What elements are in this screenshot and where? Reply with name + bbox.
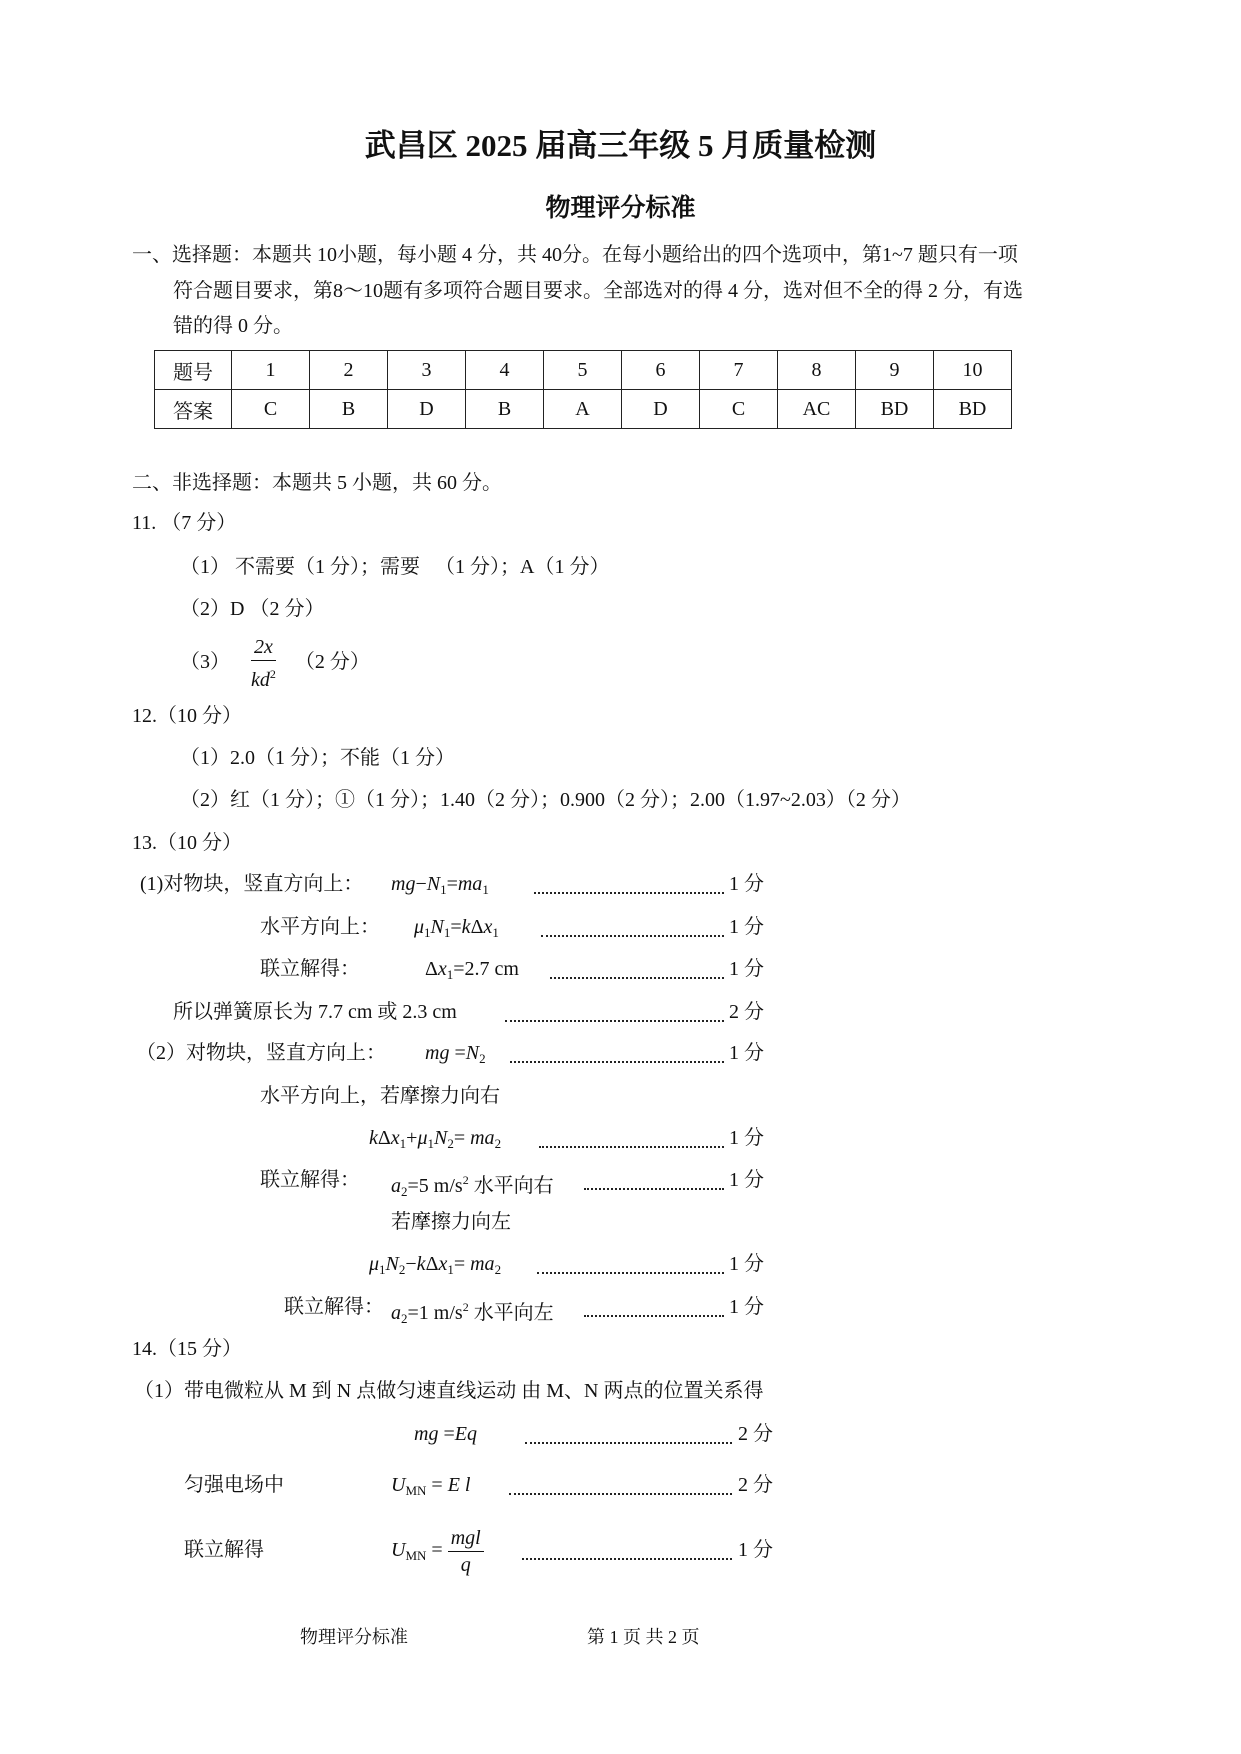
dotted-leader <box>584 1301 724 1317</box>
formula-part: = <box>446 873 458 895</box>
question-number: 7 <box>700 351 778 390</box>
formula-part: U <box>391 1539 406 1561</box>
formula-part: Δ <box>425 1253 439 1275</box>
line-label: 联立解得： <box>284 1296 384 1318</box>
answer-table <box>154 350 1012 429</box>
line-score: 2 分 <box>738 1423 773 1445</box>
formula-part: 1 <box>492 925 499 940</box>
formula-part: x <box>438 1253 448 1275</box>
item-label: （3） <box>180 651 230 674</box>
line-score: 1 分 <box>729 1169 764 1191</box>
formula-part: = <box>450 916 462 938</box>
formula <box>391 1295 554 1331</box>
dotted-leader <box>584 1174 724 1190</box>
question-number: 6 <box>622 351 700 390</box>
formula <box>414 1422 477 1446</box>
formula-part: μ <box>414 916 425 938</box>
line-score: 1 分 <box>729 958 764 980</box>
row-header: 题号 <box>155 351 232 390</box>
line-label: （2）对物块，竖直方向上： <box>136 1042 386 1064</box>
formula-part: 1 <box>446 967 454 982</box>
question-number: 5 <box>544 351 622 390</box>
formula-part: 2 <box>398 1262 406 1277</box>
formula-part: U <box>391 1474 406 1496</box>
line-label: 联立解得： <box>260 958 360 980</box>
section1-line: 一、选择题：本题共 10小题，每小题 4 分，共 40分。在每小题给出的四个选项中，第1~7 题只有一项 <box>132 244 1018 266</box>
denominator: kd <box>251 669 270 691</box>
formula-part: = <box>426 1474 448 1496</box>
formula-part: mg <box>391 873 416 895</box>
formula <box>391 1473 470 1503</box>
formula-part: N <box>385 1253 399 1275</box>
table-row-numbers <box>155 351 1012 390</box>
formula-part: E l <box>447 1474 471 1496</box>
formula-part: 2 <box>401 1311 408 1326</box>
formula-part: 2 <box>462 1300 469 1314</box>
line-score: 1 分 <box>738 1539 773 1561</box>
formula-part: 1 <box>424 925 431 940</box>
answer-cell: A <box>544 390 622 429</box>
line-score: 1 分 <box>729 1296 764 1318</box>
answer-cell: BD <box>856 390 934 429</box>
line-score: 1 分 <box>729 1042 764 1064</box>
formula-part: 水平向右 <box>468 1175 554 1197</box>
question-number: 3 <box>388 351 466 390</box>
footer-page-number: 第 1 页 共 2 页 <box>587 1627 700 1647</box>
answer-cell: BD <box>934 390 1012 429</box>
q12-item: （1）2.0（1 分）；不能（1 分） <box>180 747 455 769</box>
formula-part: + <box>406 1127 418 1149</box>
answer-cell: C <box>232 390 310 429</box>
question-number: 4 <box>466 351 544 390</box>
line-label: 匀强电场中 <box>184 1474 284 1496</box>
formula-part: 1 <box>447 1262 454 1277</box>
line-label: 若摩擦力向左 <box>391 1211 511 1233</box>
document-title: 武昌区 2025 届高三年级 5 月质量检测 <box>364 128 877 163</box>
denominator: q <box>460 1553 471 1576</box>
dotted-leader <box>541 921 724 937</box>
formula <box>425 1041 486 1071</box>
dotted-leader <box>510 1047 724 1063</box>
formula-part: =1 m/s <box>407 1302 463 1324</box>
formula-part: 2 <box>401 1184 408 1199</box>
line-score: 1 分 <box>729 873 764 895</box>
question-number: 2 <box>310 351 388 390</box>
formula-part: x <box>437 958 447 980</box>
formula-part: μ <box>417 1127 428 1149</box>
formula <box>369 1252 501 1282</box>
formula-part: Eq <box>454 1423 477 1445</box>
q12-header: 12.（10 分） <box>132 705 242 727</box>
row-header: 答案 <box>155 390 232 429</box>
formula-part: − <box>415 873 427 895</box>
line-score: 1 分 <box>729 1127 764 1149</box>
formula-part: mg <box>425 1042 450 1064</box>
denominator-exponent: 2 <box>269 667 276 681</box>
formula-part: 水平向左 <box>468 1302 554 1324</box>
formula-part: k <box>369 1127 378 1149</box>
formula-part: μ <box>369 1253 380 1275</box>
numerator: mgl <box>448 1525 484 1552</box>
line-label: (1)对物块，竖直方向上： <box>140 873 364 895</box>
line-label: 联立解得 <box>184 1539 264 1561</box>
line-label: 联立解得： <box>260 1169 360 1191</box>
formula-part: mg <box>414 1423 439 1445</box>
formula-part: k <box>416 1253 426 1275</box>
formula-part: = <box>426 1539 448 1561</box>
formula-part: 1 <box>379 1262 386 1277</box>
line-label: 所以弹簧原长为 7.7 cm 或 2.3 cm <box>173 1001 457 1023</box>
formula-part: x <box>483 916 493 938</box>
q11-item-3 <box>180 634 370 693</box>
formula-part: − <box>405 1253 417 1275</box>
dotted-leader <box>537 1258 724 1274</box>
formula-part: 1 <box>399 1136 407 1151</box>
document-subtitle: 物理评分标准 <box>545 195 696 222</box>
formula-part: x <box>390 1127 400 1149</box>
q11-header: 11. （7 分） <box>132 512 237 534</box>
formula <box>391 1523 484 1583</box>
formula-part: = <box>453 1127 471 1149</box>
footer-title: 物理评分标准 <box>300 1627 408 1647</box>
answer-cell: C <box>700 390 778 429</box>
q13-header: 13.（10 分） <box>132 832 242 854</box>
formula-part: =5 m/s <box>407 1175 463 1197</box>
q14-intro: （1）带电微粒从 M 到 N 点做匀速直线运动 由 M、N 两点的位置关系得 <box>134 1380 764 1402</box>
formula <box>391 1168 554 1204</box>
formula <box>369 1126 501 1156</box>
dotted-leader <box>525 1428 732 1444</box>
answer-cell: D <box>388 390 466 429</box>
formula-part: N <box>465 1042 480 1064</box>
line-label: 水平方向上： <box>260 916 380 938</box>
line-score: 1 分 <box>729 1253 764 1275</box>
q14-header: 14.（15 分） <box>132 1338 242 1360</box>
fraction <box>448 1525 484 1578</box>
formula-part: = <box>438 1423 455 1445</box>
formula-part: k <box>461 916 471 938</box>
formula-part: a <box>391 1302 401 1324</box>
formula-part: N <box>433 1127 448 1149</box>
section1-line: 符合题目要求，第8～10题有多项符合题目要求。全部选对的得 4 分，选对但不全的得 2 分，有选 <box>173 280 1023 302</box>
answer-cell: B <box>310 390 388 429</box>
q11-item: （2）D （2 分） <box>180 598 325 620</box>
q11-item: （1） 不需要（1 分）；需要 （1 分）；A（1 分） <box>180 556 610 578</box>
answer-cell: B <box>466 390 544 429</box>
formula-part: Δ <box>470 916 484 938</box>
dotted-leader <box>539 1132 724 1148</box>
dotted-leader <box>509 1479 732 1495</box>
formula-part: 2 <box>462 1173 469 1187</box>
formula <box>391 872 489 902</box>
item-score: （2 分） <box>294 651 370 674</box>
formula-part: =2.7 cm <box>453 958 519 980</box>
answer-cell: AC <box>778 390 856 429</box>
formula-part: 1 <box>443 925 451 940</box>
formula-part: ma <box>470 1127 495 1149</box>
formula <box>425 957 519 987</box>
formula-part: 1 <box>427 1136 434 1151</box>
formula-part: 2 <box>494 1136 502 1151</box>
dotted-leader <box>534 878 724 894</box>
formula-part: N <box>430 916 444 938</box>
line-score: 2 分 <box>729 1001 764 1023</box>
table-row-answers <box>155 390 1012 429</box>
formula <box>414 915 499 945</box>
dotted-leader <box>505 1006 724 1022</box>
dotted-leader <box>550 963 724 979</box>
answer-cell: D <box>622 390 700 429</box>
formula-part: 2 <box>494 1262 502 1277</box>
section1-line: 错的得 0 分。 <box>173 315 293 337</box>
line-score: 2 分 <box>738 1474 773 1496</box>
question-number: 8 <box>778 351 856 390</box>
section2-heading: 二、非选择题：本题共 5 小题，共 60 分。 <box>132 472 502 494</box>
question-number: 10 <box>934 351 1012 390</box>
numerator: 2x <box>251 634 276 661</box>
formula-part: a <box>391 1175 401 1197</box>
line-label: 水平方向上，若摩擦力向右 <box>260 1085 500 1107</box>
q12-item: （2）红（1 分）；①（1 分）；1.40（2 分）；0.900（2 分）；2.00（1.97~2.03）（2 分） <box>180 789 911 811</box>
question-number: 1 <box>232 351 310 390</box>
formula-part: ma <box>457 873 483 895</box>
formula-part: 1 <box>440 882 447 897</box>
formula-part: 1 <box>482 882 489 897</box>
formula-part: = <box>453 1253 471 1275</box>
formula-part: 2 <box>447 1136 454 1151</box>
question-number: 9 <box>856 351 934 390</box>
dotted-leader <box>522 1544 732 1560</box>
formula-part: MN <box>405 1483 427 1498</box>
formula-part: ma <box>470 1253 495 1275</box>
formula-part: MN <box>405 1548 427 1563</box>
formula-part: 2 <box>479 1051 486 1066</box>
fraction <box>251 634 276 693</box>
formula-part: Δ <box>377 1127 391 1149</box>
formula-part: = <box>449 1042 466 1064</box>
formula-part: Δ <box>425 958 438 980</box>
line-score: 1 分 <box>729 916 764 938</box>
formula-part: N <box>426 873 441 895</box>
